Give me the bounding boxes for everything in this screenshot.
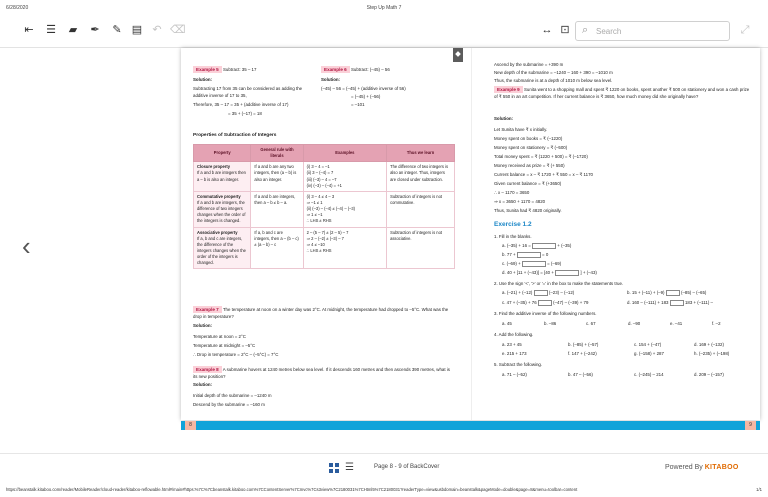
question-text: d. 160 – (–111) + 183 bbox=[627, 300, 669, 306]
prev-page-arrow[interactable]: ‹ bbox=[22, 231, 31, 261]
question-text: + (–35) bbox=[557, 243, 572, 249]
example-line: 2 – (5 – 7) ≠ (2 – 5) – 7 bbox=[306, 229, 349, 235]
answer-blank[interactable] bbox=[666, 290, 680, 296]
q4-item: a. 23 + 45 bbox=[502, 342, 522, 347]
example-question: Subtract: 35 – 17 bbox=[222, 67, 257, 72]
question-text: ] + (–43) bbox=[580, 270, 597, 276]
bookmark-icon[interactable] bbox=[453, 48, 463, 62]
ex7-line: Temperature at noon = 2°C bbox=[193, 334, 246, 339]
ex8-line: Initial depth of the submarine = –1240 m bbox=[193, 393, 272, 398]
solution-line: Money received as prize = ₹ (+ 550) bbox=[494, 163, 565, 168]
example-line: ∴ LHS ≠ RHS bbox=[306, 247, 332, 253]
solution-label: Solution: bbox=[494, 116, 514, 121]
properties-table bbox=[193, 144, 455, 269]
notes-icon[interactable]: ▤ bbox=[131, 24, 143, 36]
q4-item: b. (–85) + (–57) bbox=[568, 342, 599, 347]
ex6-line: = –101 bbox=[351, 102, 365, 107]
example-question: Subtract: (–45) – 56 bbox=[350, 67, 390, 72]
q5-item: d. 209 – (–157) bbox=[694, 372, 724, 377]
q4-item: g. (–158) + 287 bbox=[634, 351, 664, 356]
text-line: New depth of the submarine = –1240 – 160 + 390 = –1010 m bbox=[494, 70, 613, 75]
learn-cell: Subtraction of integers is not commutative. bbox=[387, 191, 455, 227]
example-line: (iii) (–3) – 4 = –7 bbox=[306, 176, 337, 182]
table-row bbox=[194, 162, 455, 192]
answer-blank[interactable] bbox=[532, 243, 556, 249]
q3-item: e. –41 bbox=[670, 321, 683, 326]
ex5-line: Subtracting 17 from 35 can be considered as adding the additive inverse of 17 to 35, bbox=[193, 86, 303, 98]
page-progress-bar[interactable] bbox=[181, 421, 760, 430]
table-row bbox=[194, 227, 455, 269]
powered-by bbox=[665, 464, 739, 471]
answer-blank[interactable] bbox=[670, 300, 684, 306]
question-text: = 0 bbox=[542, 252, 549, 258]
print-title: Step Up Math 7 bbox=[366, 5, 402, 11]
ex7-line: ∴ Drop in temperature = 2°C – (–5°C) = 7°C bbox=[193, 352, 279, 357]
q3-item: d. –90 bbox=[628, 321, 641, 326]
example-line: ⇒ –1 ≠ 1 bbox=[306, 199, 323, 205]
solution-label: Solution: bbox=[193, 323, 213, 328]
question-text: (–85) – (–65) bbox=[680, 290, 707, 296]
ex5-line: = 35 + (–17) = 18 bbox=[228, 111, 262, 116]
question-label: 2. Use the sign '<', '>' or '=' in the box to make the statements true. bbox=[494, 281, 624, 286]
answer-blank[interactable] bbox=[555, 270, 579, 276]
pen-icon[interactable]: ✒ bbox=[90, 24, 100, 36]
q4-item: c. 154 + (–47) bbox=[634, 342, 662, 347]
undo-icon[interactable]: ↶ bbox=[152, 24, 162, 36]
q3-item: c. 67 bbox=[586, 321, 596, 326]
question-text: a. (–35) + 16 = bbox=[502, 243, 531, 249]
powered-by-label: Powered By bbox=[665, 464, 703, 471]
example-tag: Example 9 bbox=[494, 86, 523, 93]
example-line: (ii) (–3) – (–4) ≠ (–4) – (–3) bbox=[306, 206, 356, 212]
print-header bbox=[0, 0, 768, 14]
learn-cell: Subtraction of integers is not associative. bbox=[387, 227, 455, 269]
question-label: 1. Fill in the blanks. bbox=[494, 234, 532, 239]
example-tag: Example 5 bbox=[193, 66, 222, 73]
example-question: Sunita went to a shopping mall and spent ₹ 1220 on books, spent another ₹ 500 on stationery and won a cash prize of ₹ 550 in an art competition. If her current balance is ₹ 3650, how much money did she originally have? bbox=[494, 87, 750, 99]
solution-line: ⇒ x = 3650 + 1170 = 4820 bbox=[494, 199, 546, 204]
solution-label: Solution: bbox=[321, 77, 341, 82]
property-name: Associative property bbox=[197, 229, 238, 235]
question-text: a. (–21) + (–12) bbox=[502, 290, 533, 296]
q3-item: a. 45 bbox=[502, 321, 512, 326]
answer-blank[interactable] bbox=[538, 300, 552, 306]
question-text: = (–69) bbox=[547, 261, 562, 267]
q5-item: b. 47 – (–56) bbox=[568, 372, 593, 377]
question-text: (–23) – (–12) bbox=[548, 290, 575, 296]
question-text: b. 15 + (–11) + (–9) bbox=[627, 290, 665, 296]
example-line: ⇒ 4 ≠ –10 bbox=[306, 241, 325, 247]
table-row bbox=[194, 191, 455, 227]
search-box[interactable] bbox=[575, 21, 730, 41]
fullscreen-icon[interactable]: ⤢ bbox=[740, 24, 750, 36]
text-line: Ascend by the submarine = +390 m bbox=[494, 62, 564, 67]
question-text: (–47) – (–39) + 79 bbox=[553, 300, 589, 306]
property-name: Commutative property bbox=[197, 193, 241, 199]
solution-line: Money spent on stationery = ₹ (–500) bbox=[494, 145, 568, 150]
example-line: (i) 3 – 4 ≠ 4 – 3 bbox=[306, 193, 335, 199]
learn-cell: The difference of two integers is also an integer. Thus, integers are closed under subtraction. bbox=[387, 162, 455, 192]
bottom-bar bbox=[0, 453, 768, 477]
example-line: (i) 3 – 4 = –1 bbox=[306, 164, 330, 170]
ex6-line: (–45) – 56 = (–45) + (additive inverse of 56) bbox=[321, 86, 406, 91]
highlight-icon[interactable]: ▰ bbox=[68, 24, 78, 36]
question-label: 3. Find the additive inverse of the following numbers. bbox=[494, 311, 597, 316]
pencil-icon[interactable]: ✎ bbox=[112, 24, 122, 36]
solution-label: Solution: bbox=[193, 382, 213, 387]
right-page bbox=[471, 48, 760, 420]
print-footer bbox=[0, 484, 768, 496]
property-desc: If a and b are integers, the difference of two integers changes when the order of the integers is changed. bbox=[197, 199, 246, 224]
print-date: 6/28/2020 bbox=[6, 5, 29, 11]
q4-item: e. 215 + 173 bbox=[502, 351, 527, 356]
table-header: Thus we learn bbox=[387, 145, 455, 162]
example-line: (ii) 3 – (–4) = 7 bbox=[306, 170, 334, 176]
list-icon[interactable]: ☰ bbox=[46, 24, 56, 36]
q4-item: d. 169 + (–132) bbox=[694, 342, 724, 347]
thumbnail-grid-icon[interactable] bbox=[329, 463, 339, 473]
fit-width-icon[interactable]: ↔ bbox=[541, 24, 553, 36]
kitaboo-logo: KITABOO bbox=[704, 464, 739, 471]
search-input[interactable] bbox=[596, 25, 724, 38]
question-label: 5. Subtract the following. bbox=[494, 362, 543, 367]
example-line: ⇒ 2 – (–2) ≠ (–3) – 7 bbox=[306, 235, 344, 241]
solution-line: Thus, Sunita had ₹ 4820 originally. bbox=[494, 208, 562, 213]
ex8-line: Descend by the submarine = –160 m bbox=[193, 402, 265, 407]
answer-blank[interactable] bbox=[522, 261, 546, 267]
reader-toolbar bbox=[0, 14, 768, 48]
rule-cell: If a and b are any two integers, then (a – b) is also an integer. bbox=[251, 162, 303, 192]
clear-icon[interactable]: ⌫ bbox=[170, 24, 186, 36]
answer-blank[interactable] bbox=[534, 290, 548, 296]
table-header-row bbox=[194, 145, 455, 162]
table-header: General rule with literals bbox=[251, 145, 303, 162]
question-label: 4. Add the following. bbox=[494, 332, 534, 337]
example-line: (iv) (–3) – (–4) = +1 bbox=[306, 182, 342, 188]
property-desc: If a, b and c are integers, the difference of the integers changes when the order of the integers is changed. bbox=[197, 235, 246, 266]
example-question: The temperature at noon on a winter day was 2°C. At midnight, the temperature had dropped to –5°C. What was the drop in temperature? bbox=[193, 307, 449, 319]
properties-title: Properties of Subtraction of Integers bbox=[193, 133, 277, 138]
example-tag: Example 7 bbox=[193, 306, 222, 313]
example-tag: Example 6 bbox=[321, 66, 350, 73]
question-text: c. 47 + (–35) + 76 bbox=[502, 300, 537, 306]
solution-line: Given current balance = ₹ (+3650) bbox=[494, 181, 562, 186]
question-text: b. 77 + bbox=[502, 252, 516, 258]
page-list-icon[interactable]: ☰ bbox=[345, 462, 354, 473]
ex6-line: = (–45) + (–56) bbox=[351, 94, 381, 99]
question-text: d. 40 + [11 + (–43)] = [40 + bbox=[502, 270, 554, 276]
ex7-line: Temperature at midnight = –5°C bbox=[193, 343, 256, 348]
rule-cell: If a and b are integers, then a – b ≠ b – a. bbox=[251, 191, 303, 227]
solution-line: Total money spent = ₹ (1220 + 500) = ₹ (–1720) bbox=[494, 154, 588, 159]
solution-line: ∴ x – 1170 = 3650 bbox=[494, 190, 530, 195]
q4-item: h. (–235) + (–198) bbox=[694, 351, 730, 356]
table-header: Examples bbox=[303, 145, 387, 162]
q3-item: b. –86 bbox=[544, 321, 557, 326]
text-line: Thus, the submarine is at a depth of 1010 m below sea level. bbox=[494, 78, 613, 83]
property-name: Closure property bbox=[197, 164, 230, 170]
page-info: Page 8 - 9 of BackCover bbox=[374, 464, 440, 470]
footer-url: https://beanstalk.kitaboo.com/reader/MobileReader/cloud-reader/kitaboo-reflowable.html#/main#https:%7C%7Cbeanstalk.kitaboo.com%7CContentServer%7Cmvc%7Cs3view%7C2180031%7CHtml5%7C2180031?readerType=view&usbdomain=beanstalk&pageMode=double&page=8&menu=toolbar=content bbox=[6, 487, 578, 492]
question-text: 183 + (–111) – bbox=[684, 300, 713, 306]
q5-item: a. 71 – (–52) bbox=[502, 372, 527, 377]
search-icon: ⌕ bbox=[582, 24, 589, 36]
example-line: ∴ LHS ≠ RHS bbox=[306, 218, 332, 224]
rule-cell: If a, b and c are integers, then a – (b – c) ≠ (a – b) – c bbox=[251, 227, 303, 269]
q5-item: c. (–245) – 214 bbox=[634, 372, 664, 377]
progress-marker-left[interactable]: 8 bbox=[185, 421, 196, 430]
left-page bbox=[181, 48, 471, 420]
q3-item: f. –2 bbox=[712, 321, 721, 326]
solution-line: Let Sunita have ₹ x initially. bbox=[494, 127, 548, 132]
exercise-title: Exercise 1.2 bbox=[494, 221, 532, 228]
example-question: A submarine hovers at 1240 metres below sea level. If it descends 160 metres and then ascends 390 metres, what is its new position? bbox=[193, 367, 450, 379]
book-spread bbox=[181, 48, 760, 420]
footer-page-number: 1/1 bbox=[756, 487, 762, 492]
example-line: ⇒ 1 ≠ –1 bbox=[306, 212, 323, 218]
question-text: c. (–69) + bbox=[502, 261, 521, 267]
example-tag: Example 8 bbox=[193, 366, 222, 373]
progress-marker-right[interactable]: 9 bbox=[745, 421, 756, 430]
property-desc: If a and b are integers then a – b is also an integer. bbox=[197, 170, 246, 182]
q4-item: f. 147 + (–242) bbox=[568, 351, 597, 356]
solution-line: Current balance = x – ₹ 1720 + ₹ 550 = x – ₹ 1170 bbox=[494, 172, 593, 177]
table-header: Property bbox=[194, 145, 251, 162]
zoom-icon[interactable]: ⊡ bbox=[560, 24, 570, 36]
solution-label: Solution: bbox=[193, 77, 213, 82]
ex5-line: Therefore, 35 – 17 = 35 + (additive inverse of 17) bbox=[193, 102, 289, 107]
toc-icon[interactable]: ⇤ bbox=[24, 24, 34, 36]
answer-blank[interactable] bbox=[517, 252, 541, 258]
solution-line: Money spent on books = ₹ (–1220) bbox=[494, 136, 563, 141]
